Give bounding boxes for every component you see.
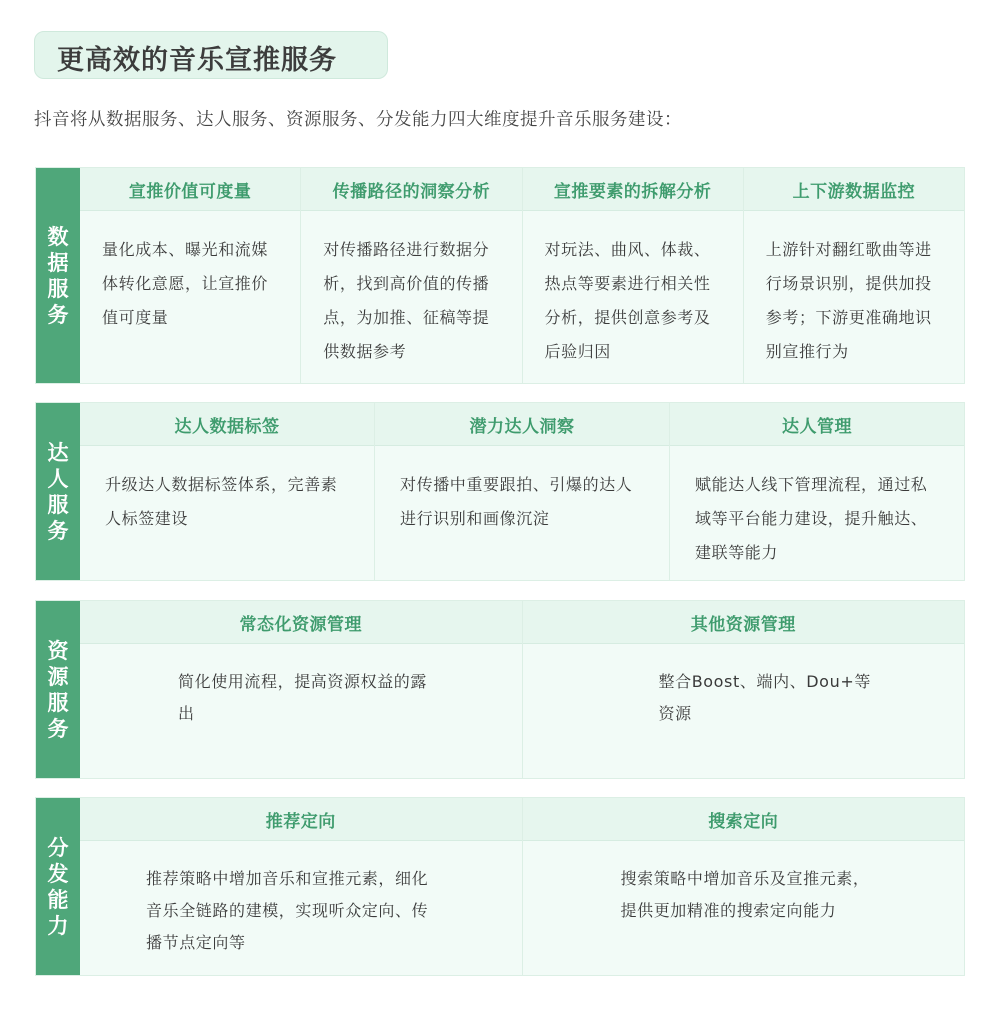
- column-body: 推荐策略中增加音乐和宣推元素，细化音乐全链路的建模，实现听众定向、传播节点定向等: [80, 841, 522, 975]
- section-label: 达人服务: [47, 440, 69, 543]
- section-column: [522, 798, 965, 975]
- column-title: 传播路径的洞察分析: [301, 168, 521, 211]
- section-label: 数据服务: [47, 224, 69, 327]
- column-title: 宣推要素的拆解分析: [523, 168, 743, 211]
- section-column: [374, 403, 669, 580]
- column-title: 搜索定向: [523, 798, 965, 841]
- section-column: [522, 601, 965, 778]
- section-column: [80, 798, 522, 975]
- section-label: 资源服务: [47, 638, 69, 741]
- section-column: [669, 403, 964, 580]
- section-label-bar: [36, 403, 80, 580]
- intro-text: 抖音将从数据服务、达人服务、资源服务、分发能力四大维度提升音乐服务建设：: [34, 110, 682, 130]
- column-body: 升级达人数据标签体系，完善素人标签建设: [80, 446, 374, 580]
- section-column: [80, 403, 374, 580]
- section-data-service: [35, 167, 965, 384]
- section-column: [80, 168, 300, 383]
- column-body: 上游针对翻红歌曲等进行场景识别，提供加投参考；下游更准确地识别宣推行为: [744, 211, 964, 383]
- column-body: 对传播路径进行数据分析，找到高价值的传播点，为加推、征稿等提供数据参考: [301, 211, 521, 383]
- column-body: 对玩法、曲风、体裁、热点等要素进行相关性分析，提供创意参考及后验归因: [523, 211, 743, 383]
- column-body: 赋能达人线下管理流程，通过私域等平台能力建设，提升触达、建联等能力: [670, 446, 964, 580]
- column-body: 对传播中重要跟拍、引爆的达人进行识别和画像沉淀: [375, 446, 669, 580]
- section-resource-service: [35, 600, 965, 779]
- column-body: 搜索策略中增加音乐及宣推元素，提供更加精准的搜索定向能力: [523, 841, 965, 975]
- column-title: 常态化资源管理: [80, 601, 522, 644]
- column-body: 量化成本、曝光和流媒体转化意愿，让宣推价值可度量: [80, 211, 300, 383]
- section-column: [300, 168, 521, 383]
- page-title-banner: [34, 31, 388, 79]
- section-column: [743, 168, 964, 383]
- page-title: 更高效的音乐宣推服务: [57, 45, 337, 76]
- column-title: 上下游数据监控: [744, 168, 964, 211]
- section-distribution: [35, 797, 965, 976]
- column-title: 达人数据标签: [80, 403, 374, 446]
- column-title: 推荐定向: [80, 798, 522, 841]
- section-column: [522, 168, 743, 383]
- section-label-bar: [36, 798, 80, 975]
- column-title: 其他资源管理: [523, 601, 965, 644]
- column-body: 简化使用流程，提高资源权益的露出: [80, 644, 522, 778]
- section-label-bar: [36, 601, 80, 778]
- section-label-bar: [36, 168, 80, 383]
- section-label: 分发能力: [47, 835, 69, 938]
- column-title: 宣推价值可度量: [80, 168, 300, 211]
- column-body: 整合Boost、端内、Dou+等资源: [523, 644, 965, 778]
- column-title: 潜力达人洞察: [375, 403, 669, 446]
- section-column: [80, 601, 522, 778]
- section-creator-service: [35, 402, 965, 581]
- column-title: 达人管理: [670, 403, 964, 446]
